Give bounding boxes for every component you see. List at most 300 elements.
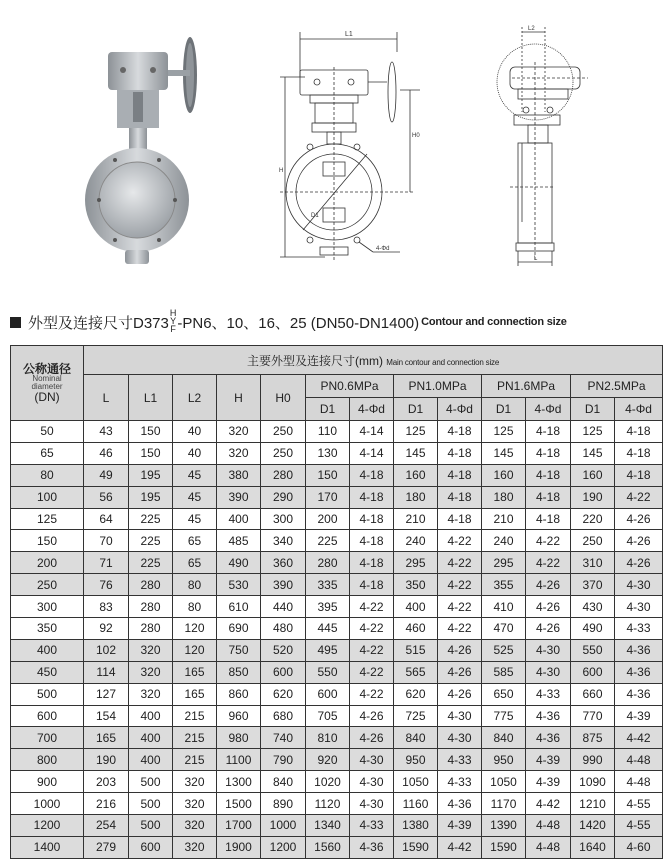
- table-cell: 165: [173, 683, 217, 705]
- table-cell: 4-36: [615, 683, 663, 705]
- table-cell: 4-18: [438, 421, 482, 443]
- table-cell: 4-18: [615, 421, 663, 443]
- table-cell: 4-22: [350, 618, 394, 640]
- table-cell: 1420: [571, 815, 615, 837]
- table-cell: 875: [571, 727, 615, 749]
- table-row: [11, 486, 663, 508]
- side-view-drawing: [490, 22, 610, 272]
- variant-f: F: [170, 324, 176, 334]
- table-cell: 1380: [394, 815, 438, 837]
- table-cell: 4-22: [438, 574, 482, 596]
- table-cell: 550: [571, 639, 615, 661]
- table-cell: 400: [217, 508, 261, 530]
- table-cell: 65: [173, 552, 217, 574]
- table-cell: 4-18: [350, 530, 394, 552]
- header-H: H: [217, 375, 261, 421]
- table-cell: 960: [217, 705, 261, 727]
- table-cell: 4-30: [350, 771, 394, 793]
- table-cell: 165: [84, 727, 129, 749]
- table-cell: 1120: [306, 793, 350, 815]
- cell-dn: 1200: [11, 815, 84, 837]
- table-cell: 1300: [217, 771, 261, 793]
- table-cell: 220: [571, 508, 615, 530]
- header-nominal-diameter: [11, 346, 84, 421]
- table-cell: 400: [394, 596, 438, 618]
- table-cell: 215: [173, 727, 217, 749]
- header-pn16: PN1.6MPa: [482, 375, 571, 398]
- label-H: H: [279, 168, 284, 174]
- table-cell: 110: [306, 421, 350, 443]
- table-cell: 4-30: [615, 596, 663, 618]
- table-cell: 80: [173, 596, 217, 618]
- table-cell: 4-18: [350, 464, 394, 486]
- table-cell: 495: [306, 639, 350, 661]
- table-cell: 45: [173, 508, 217, 530]
- table-cell: 4-48: [615, 749, 663, 771]
- model-variant-stack: [170, 309, 177, 333]
- table-cell: 860: [217, 683, 261, 705]
- table-cell: 1590: [482, 836, 526, 858]
- table-cell: 4-26: [350, 727, 394, 749]
- table-cell: 1390: [482, 815, 526, 837]
- table-cell: 400: [129, 749, 173, 771]
- table-cell: 4-36: [615, 661, 663, 683]
- table-cell: 250: [261, 442, 306, 464]
- label-H0: H0: [412, 133, 420, 139]
- table-cell: 1700: [217, 815, 261, 837]
- table-cell: 92: [84, 618, 129, 640]
- table-cell: 840: [482, 727, 526, 749]
- table-cell: 49: [84, 464, 129, 486]
- table-row: [11, 574, 663, 596]
- header-L: L: [84, 375, 129, 421]
- table-cell: 125: [482, 421, 526, 443]
- table-cell: 215: [173, 705, 217, 727]
- table-cell: 4-33: [615, 618, 663, 640]
- table-cell: 4-18: [526, 508, 571, 530]
- table-cell: 4-36: [615, 639, 663, 661]
- table-cell: 4-18: [438, 508, 482, 530]
- table-cell: 200: [306, 508, 350, 530]
- table-cell: 4-48: [526, 815, 571, 837]
- table-cell: 620: [394, 683, 438, 705]
- table-cell: 320: [173, 815, 217, 837]
- dn-en-1: Nominal: [32, 374, 62, 383]
- table-cell: 1000: [261, 815, 306, 837]
- cell-dn: 700: [11, 727, 84, 749]
- table-cell: 4-18: [350, 574, 394, 596]
- table-cell: 550: [306, 661, 350, 683]
- table-cell: 4-22: [438, 618, 482, 640]
- main-header-en: Main contour and connection size: [386, 357, 500, 367]
- header-d1: D1: [571, 398, 615, 421]
- table-cell: 4-14: [350, 442, 394, 464]
- table-cell: 750: [217, 639, 261, 661]
- table-cell: 4-39: [526, 749, 571, 771]
- section-title: [10, 310, 567, 334]
- table-cell: 355: [482, 574, 526, 596]
- table-cell: 1050: [394, 771, 438, 793]
- table-cell: 125: [571, 421, 615, 443]
- table-cell: 4-48: [526, 836, 571, 858]
- header-main-contour: [84, 346, 663, 375]
- table-cell: 320: [129, 683, 173, 705]
- table-cell: 680: [261, 705, 306, 727]
- cell-dn: 500: [11, 683, 84, 705]
- table-cell: 1050: [482, 771, 526, 793]
- figure-area: [0, 0, 670, 295]
- table-cell: 980: [217, 727, 261, 749]
- cell-dn: 80: [11, 464, 84, 486]
- table-cell: 225: [129, 552, 173, 574]
- table-cell: 770: [571, 705, 615, 727]
- table-cell: 160: [571, 464, 615, 486]
- table-cell: 1500: [217, 793, 261, 815]
- table-cell: 4-36: [350, 836, 394, 858]
- cell-dn: 200: [11, 552, 84, 574]
- cell-dn: 600: [11, 705, 84, 727]
- table-cell: 280: [129, 618, 173, 640]
- table-cell: 4-36: [526, 727, 571, 749]
- table-cell: 4-36: [438, 793, 482, 815]
- table-cell: 4-22: [526, 530, 571, 552]
- table-cell: 250: [571, 530, 615, 552]
- table-cell: 127: [84, 683, 129, 705]
- table-cell: 320: [173, 836, 217, 858]
- table-cell: 4-26: [615, 508, 663, 530]
- table-cell: 280: [129, 574, 173, 596]
- table-cell: 335: [306, 574, 350, 596]
- table-cell: 470: [482, 618, 526, 640]
- table-cell: 4-26: [438, 683, 482, 705]
- table-row: [11, 530, 663, 552]
- table-cell: 150: [306, 464, 350, 486]
- header-d1: D1: [394, 398, 438, 421]
- table-cell: 515: [394, 639, 438, 661]
- table-cell: 45: [173, 486, 217, 508]
- table-cell: 160: [482, 464, 526, 486]
- cell-dn: 1000: [11, 793, 84, 815]
- table-cell: 190: [571, 486, 615, 508]
- table-cell: 195: [129, 486, 173, 508]
- table-cell: 400: [129, 727, 173, 749]
- table-cell: 130: [306, 442, 350, 464]
- table-cell: 460: [394, 618, 438, 640]
- table-cell: 180: [482, 486, 526, 508]
- label-D1: D1: [311, 213, 319, 219]
- cell-dn: 1400: [11, 836, 84, 858]
- label-L2: L2: [528, 26, 535, 32]
- table-cell: 160: [394, 464, 438, 486]
- table-cell: 310: [571, 552, 615, 574]
- table-cell: 40: [173, 421, 217, 443]
- table-cell: 4-22: [350, 683, 394, 705]
- table-cell: 4-22: [615, 486, 663, 508]
- table-cell: 4-30: [526, 661, 571, 683]
- table-cell: 445: [306, 618, 350, 640]
- table-row: [11, 442, 663, 464]
- table-cell: 4-42: [438, 836, 482, 858]
- table-cell: 4-18: [350, 508, 394, 530]
- table-cell: 600: [129, 836, 173, 858]
- table-cell: 4-18: [438, 464, 482, 486]
- table-cell: 43: [84, 421, 129, 443]
- table-cell: 480: [261, 618, 306, 640]
- header-H0: H0: [261, 375, 306, 421]
- table-cell: 840: [394, 727, 438, 749]
- title-english: Contour and connection size: [421, 316, 567, 328]
- table-row: [11, 749, 663, 771]
- table-cell: 810: [306, 727, 350, 749]
- table-cell: 300: [261, 508, 306, 530]
- table-cell: 80: [173, 574, 217, 596]
- table-cell: 240: [394, 530, 438, 552]
- table-cell: 70: [84, 530, 129, 552]
- table-row: [11, 815, 663, 837]
- table-cell: 4-42: [526, 793, 571, 815]
- table-cell: 690: [217, 618, 261, 640]
- table-cell: 295: [482, 552, 526, 574]
- table-cell: 4-22: [438, 552, 482, 574]
- table-cell: 950: [482, 749, 526, 771]
- header-L2: L2: [173, 375, 217, 421]
- table-cell: 950: [394, 749, 438, 771]
- table-cell: 530: [217, 574, 261, 596]
- table-cell: 340: [261, 530, 306, 552]
- table-cell: 490: [217, 552, 261, 574]
- table-cell: 4-39: [615, 705, 663, 727]
- dn-zh: 公称通径: [22, 362, 71, 376]
- table-row: [11, 552, 663, 574]
- table-cell: 990: [571, 749, 615, 771]
- table-body: [11, 421, 663, 859]
- table-cell: 64: [84, 508, 129, 530]
- table-row: [11, 639, 663, 661]
- dimension-table: [10, 345, 663, 859]
- table-cell: 430: [571, 596, 615, 618]
- table-cell: 4-36: [526, 705, 571, 727]
- table-cell: 279: [84, 836, 129, 858]
- table-cell: 4-33: [526, 683, 571, 705]
- table-cell: 225: [129, 508, 173, 530]
- table-cell: 210: [482, 508, 526, 530]
- table-row: [11, 618, 663, 640]
- table-row: [11, 793, 663, 815]
- table-cell: 320: [173, 793, 217, 815]
- table-cell: 195: [129, 464, 173, 486]
- table-cell: 45: [173, 464, 217, 486]
- table-cell: 154: [84, 705, 129, 727]
- table-cell: 254: [84, 815, 129, 837]
- table-cell: 4-33: [350, 815, 394, 837]
- variant-y: Y: [170, 316, 177, 326]
- table-cell: 1200: [261, 836, 306, 858]
- table-cell: 4-26: [438, 639, 482, 661]
- table-cell: 380: [217, 464, 261, 486]
- table-cell: 4-26: [526, 574, 571, 596]
- table-cell: 4-14: [350, 421, 394, 443]
- table-cell: 585: [482, 661, 526, 683]
- table-cell: 4-18: [615, 442, 663, 464]
- header-holes: 4-Φd: [615, 398, 663, 421]
- dn-code: (DN): [34, 390, 60, 404]
- table-cell: 1560: [306, 836, 350, 858]
- table-cell: 40: [173, 442, 217, 464]
- table-cell: 360: [261, 552, 306, 574]
- table-cell: 4-26: [526, 618, 571, 640]
- table-cell: 76: [84, 574, 129, 596]
- header-L1: L1: [129, 375, 173, 421]
- cell-dn: 125: [11, 508, 84, 530]
- table-cell: 4-18: [350, 552, 394, 574]
- cell-dn: 450: [11, 661, 84, 683]
- table-cell: 4-42: [615, 727, 663, 749]
- table-cell: 600: [261, 661, 306, 683]
- table-cell: 4-55: [615, 815, 663, 837]
- table-cell: 500: [129, 771, 173, 793]
- table-cell: 395: [306, 596, 350, 618]
- table-cell: 71: [84, 552, 129, 574]
- variant-h: H: [169, 308, 177, 318]
- table-cell: 400: [129, 705, 173, 727]
- table-cell: 4-26: [350, 705, 394, 727]
- header-pn06: PN0.6MPa: [306, 375, 394, 398]
- table-row: [11, 421, 663, 443]
- table-cell: 145: [394, 442, 438, 464]
- table-cell: 46: [84, 442, 129, 464]
- table-cell: 410: [482, 596, 526, 618]
- table-cell: 150: [129, 421, 173, 443]
- table-cell: 4-18: [526, 421, 571, 443]
- table-cell: 320: [129, 661, 173, 683]
- table-cell: 280: [261, 464, 306, 486]
- table-row: [11, 508, 663, 530]
- table-cell: 114: [84, 661, 129, 683]
- table-cell: 145: [571, 442, 615, 464]
- table-cell: 4-30: [615, 574, 663, 596]
- table-cell: 190: [84, 749, 129, 771]
- table-cell: 4-22: [350, 661, 394, 683]
- title-suffix: -PN6、10、16、25 (DN50-DN1400): [177, 314, 420, 332]
- table-cell: 4-39: [438, 815, 482, 837]
- table-cell: 1090: [571, 771, 615, 793]
- table-cell: 4-30: [438, 705, 482, 727]
- table-cell: 216: [84, 793, 129, 815]
- table-cell: 150: [129, 442, 173, 464]
- header-d1: D1: [306, 398, 350, 421]
- cell-dn: 100: [11, 486, 84, 508]
- table-row: [11, 836, 663, 858]
- table-cell: 4-18: [526, 464, 571, 486]
- table-cell: 320: [217, 442, 261, 464]
- table-cell: 65: [173, 530, 217, 552]
- table-cell: 4-30: [350, 749, 394, 771]
- header-holes: 4-Φd: [350, 398, 394, 421]
- table-cell: 705: [306, 705, 350, 727]
- label-L: L: [534, 256, 538, 262]
- table-cell: 350: [394, 574, 438, 596]
- table-cell: 1900: [217, 836, 261, 858]
- table-cell: 4-30: [438, 727, 482, 749]
- table-cell: 4-39: [526, 771, 571, 793]
- cell-dn: 350: [11, 618, 84, 640]
- table-cell: 370: [571, 574, 615, 596]
- table-cell: 280: [306, 552, 350, 574]
- table-cell: 225: [129, 530, 173, 552]
- table-row: [11, 705, 663, 727]
- front-view-drawing: [275, 22, 435, 272]
- table-cell: 4-22: [350, 639, 394, 661]
- table-cell: 4-18: [526, 442, 571, 464]
- table-cell: 725: [394, 705, 438, 727]
- table-cell: 4-55: [615, 793, 663, 815]
- table-cell: 4-26: [615, 530, 663, 552]
- table-cell: 1590: [394, 836, 438, 858]
- table-row: [11, 596, 663, 618]
- table-cell: 490: [571, 618, 615, 640]
- table-row: [11, 661, 663, 683]
- table-cell: 4-26: [615, 552, 663, 574]
- table-cell: 240: [482, 530, 526, 552]
- table-cell: 500: [129, 815, 173, 837]
- table-cell: 1210: [571, 793, 615, 815]
- cell-dn: 300: [11, 596, 84, 618]
- cell-dn: 900: [11, 771, 84, 793]
- table-cell: 4-18: [438, 486, 482, 508]
- table-cell: 4-22: [438, 596, 482, 618]
- label-L1: L1: [345, 31, 353, 38]
- cell-dn: 250: [11, 574, 84, 596]
- table-cell: 500: [129, 793, 173, 815]
- table-cell: 4-30: [526, 639, 571, 661]
- table-cell: 320: [129, 639, 173, 661]
- table-cell: 170: [306, 486, 350, 508]
- cell-dn: 800: [11, 749, 84, 771]
- table-cell: 600: [571, 661, 615, 683]
- table-cell: 4-48: [615, 771, 663, 793]
- table-cell: 790: [261, 749, 306, 771]
- table-cell: 120: [173, 639, 217, 661]
- table-cell: 4-18: [526, 486, 571, 508]
- valve-photo: [85, 30, 210, 265]
- table-cell: 295: [394, 552, 438, 574]
- table-cell: 1340: [306, 815, 350, 837]
- table-cell: 250: [261, 421, 306, 443]
- table-cell: 1160: [394, 793, 438, 815]
- table-cell: 1170: [482, 793, 526, 815]
- table-cell: 83: [84, 596, 129, 618]
- header-holes: 4-Φd: [526, 398, 571, 421]
- table-cell: 4-60: [615, 836, 663, 858]
- dn-en-2: diameter: [31, 382, 63, 391]
- table-cell: 4-18: [615, 464, 663, 486]
- table-cell: 4-30: [350, 793, 394, 815]
- cell-dn: 150: [11, 530, 84, 552]
- table-cell: 4-33: [438, 749, 482, 771]
- table-cell: 525: [482, 639, 526, 661]
- table-cell: 203: [84, 771, 129, 793]
- table-cell: 165: [173, 661, 217, 683]
- table-cell: 4-22: [438, 530, 482, 552]
- table-cell: 740: [261, 727, 306, 749]
- cell-dn: 50: [11, 421, 84, 443]
- table-cell: 4-22: [350, 596, 394, 618]
- header-pn10: PN1.0MPa: [394, 375, 482, 398]
- table-cell: 440: [261, 596, 306, 618]
- table-cell: 145: [482, 442, 526, 464]
- table-cell: 56: [84, 486, 129, 508]
- table-cell: 620: [261, 683, 306, 705]
